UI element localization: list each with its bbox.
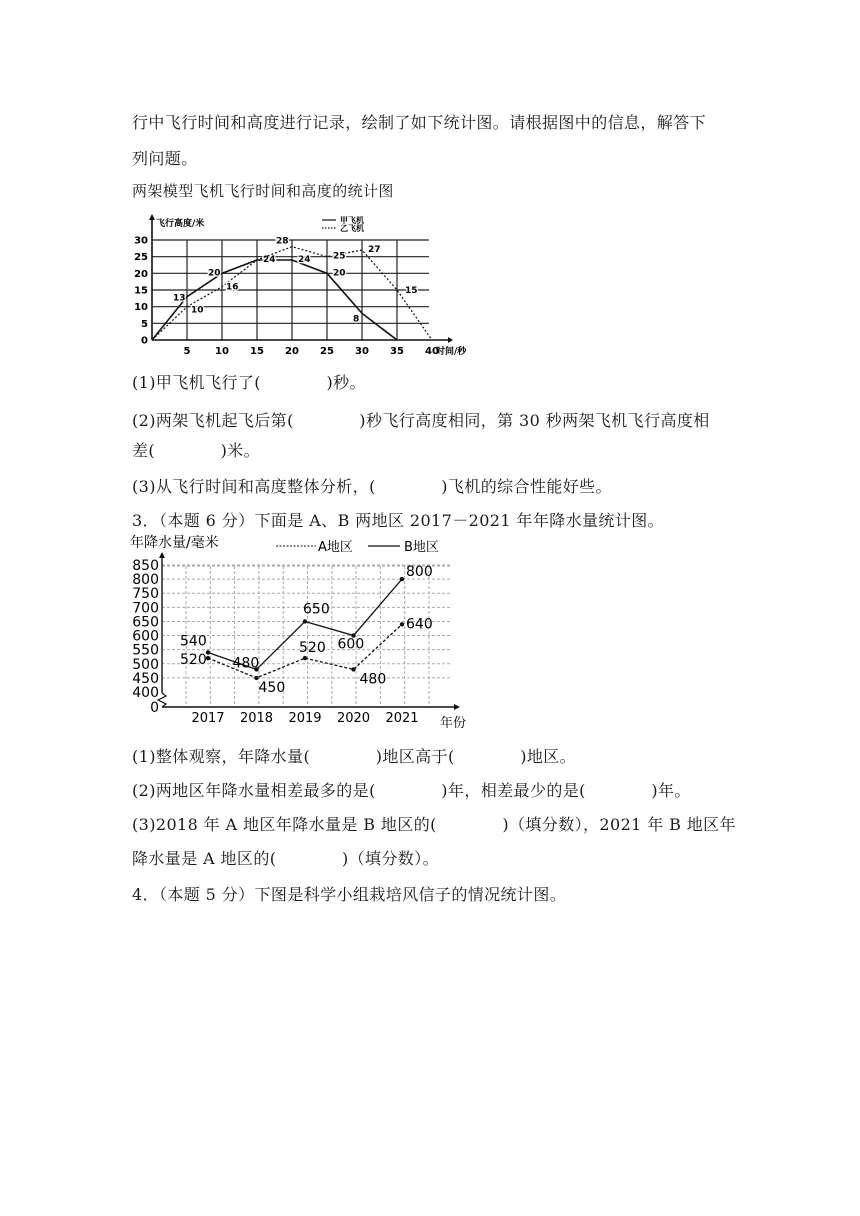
q2-part3: (3)从飞行时间和高度整体分析，( )飞机的综合性能好些。: [132, 477, 612, 496]
x-axis-arrow: [448, 337, 453, 343]
data-label-a: 520: [299, 640, 326, 657]
data-label: 24: [298, 255, 311, 265]
data-label: 28: [276, 236, 289, 247]
q3-part3-line-2: 降水量是 A 地区的( )（填分数）。: [132, 849, 440, 868]
data-label: 20: [208, 268, 221, 279]
flight-height-chart: [128, 212, 467, 358]
series-line-甲飞机: [152, 260, 397, 340]
x-tick-label: 25: [320, 346, 334, 357]
y-tick-label: 650: [132, 614, 159, 631]
data-point: [400, 622, 404, 626]
y-tick-label: 5: [141, 318, 148, 330]
y-tick-label: 0: [141, 335, 148, 347]
data-label: 25: [333, 251, 346, 262]
x-tick-label: 2020: [336, 711, 371, 726]
data-label-b: 600: [337, 636, 365, 653]
y-tick-label: 700: [132, 600, 159, 617]
data-label: 10: [191, 305, 204, 316]
x-tick-label: 10: [215, 346, 229, 357]
y-tick-label: 600: [132, 628, 159, 645]
y-axis-label: 飞行高度/米: [156, 219, 205, 229]
y-tick-label: 0: [150, 700, 159, 716]
precipitation-chart: [128, 530, 488, 730]
q2-part1: (1)甲飞机飞行了( )秒。: [132, 373, 366, 392]
y-axis-label: 年降水量/毫米: [130, 535, 219, 551]
q2-part2-line-1: (2)两架飞机起飞后第( )秒飞行高度相同，第 30 秒两架飞机飞行高度相: [132, 411, 710, 430]
y-tick-label: 20: [134, 268, 148, 280]
data-label: 8: [353, 314, 360, 325]
data-point: [303, 656, 307, 660]
data-label-a: 450: [258, 679, 286, 696]
legend-label-a: A地区: [318, 540, 353, 555]
y-tick-label: 500: [132, 656, 159, 673]
q3-part3-line-1: (3)2018 年 A 地区年降水量是 B 地区的( )（填分数），2021 年 B 地区年: [132, 815, 736, 834]
y-axis-arrow: [149, 214, 155, 220]
data-point: [351, 667, 355, 671]
x-axis-arrow: [454, 704, 460, 710]
intro-text-line-2: 列问题。: [132, 149, 198, 168]
y-tick-label: 850: [132, 558, 159, 574]
data-label: 15: [405, 286, 418, 296]
data-label-a: 640: [406, 616, 433, 633]
x-axis-label: 时间/秒: [436, 347, 467, 357]
data-label: 13: [173, 293, 186, 304]
x-tick-label: 15: [250, 346, 264, 357]
data-label: 24: [263, 255, 276, 265]
data-label-b: 540: [180, 633, 207, 650]
figure-1-title: 两架模型飞机飞行时间和高度的统计图: [132, 182, 394, 200]
data-point: [303, 619, 307, 623]
x-tick-label: 2018: [239, 711, 274, 726]
x-axis-label: 年份: [440, 716, 467, 731]
legend-label: 甲飞机: [340, 216, 364, 225]
y-axis-arrow: [159, 552, 165, 558]
data-label-b: 800: [406, 564, 433, 581]
y-tick-label: 15: [134, 285, 148, 297]
x-tick-label: 2017: [191, 711, 225, 726]
y-tick-label: 550: [132, 642, 159, 659]
x-tick-label: 35: [390, 346, 404, 357]
q2-part2-line-2: 差( )米。: [132, 441, 261, 460]
intro-text-line-1: 行中飞行时间和高度进行记录，绘制了如下统计图。请根据图中的信息，解答下: [132, 113, 707, 132]
data-label: 27: [368, 245, 381, 255]
q3-part1: (1)整体观察，年降水量( )地区高于( )地区。: [132, 747, 577, 766]
q3-part2: (2)两地区年降水量相差最多的是( )年，相差最少的是( )年。: [132, 781, 691, 800]
y-tick-label: 30: [134, 235, 148, 247]
x-tick-label: 20: [285, 346, 299, 357]
data-label-b: 480: [232, 655, 260, 672]
axis-break-mark: [158, 693, 166, 707]
legend-label-b: B地区: [404, 540, 439, 555]
data-label: 20: [333, 268, 346, 279]
q4-header: 4．（本题 5 分）下图是科学小组栽培风信子的情况统计图。: [132, 885, 567, 904]
y-tick-label: 400: [132, 685, 159, 701]
legend-label: 乙飞机: [340, 224, 364, 233]
x-tick-label: 40: [425, 346, 439, 357]
data-point: [400, 577, 404, 581]
x-tick-label: 5: [183, 346, 191, 357]
data-label-a: 520: [180, 652, 207, 669]
data-label: 16: [226, 282, 239, 293]
x-tick-label: 2021: [385, 711, 419, 726]
x-tick-label: 2019: [288, 711, 322, 726]
data-label-a: 480: [359, 671, 387, 688]
y-tick-label: 450: [132, 670, 159, 687]
y-tick-label: 800: [132, 572, 159, 589]
q3-header: 3．（本题 6 分）下面是 A、B 两地区 2017－2021 年年降水量统计图。: [132, 511, 665, 530]
data-label-b: 650: [303, 601, 330, 618]
x-tick-label: 30: [355, 346, 369, 357]
y-tick-label: 25: [134, 252, 148, 264]
y-tick-label: 750: [132, 586, 159, 603]
y-tick-label: 10: [134, 302, 148, 314]
